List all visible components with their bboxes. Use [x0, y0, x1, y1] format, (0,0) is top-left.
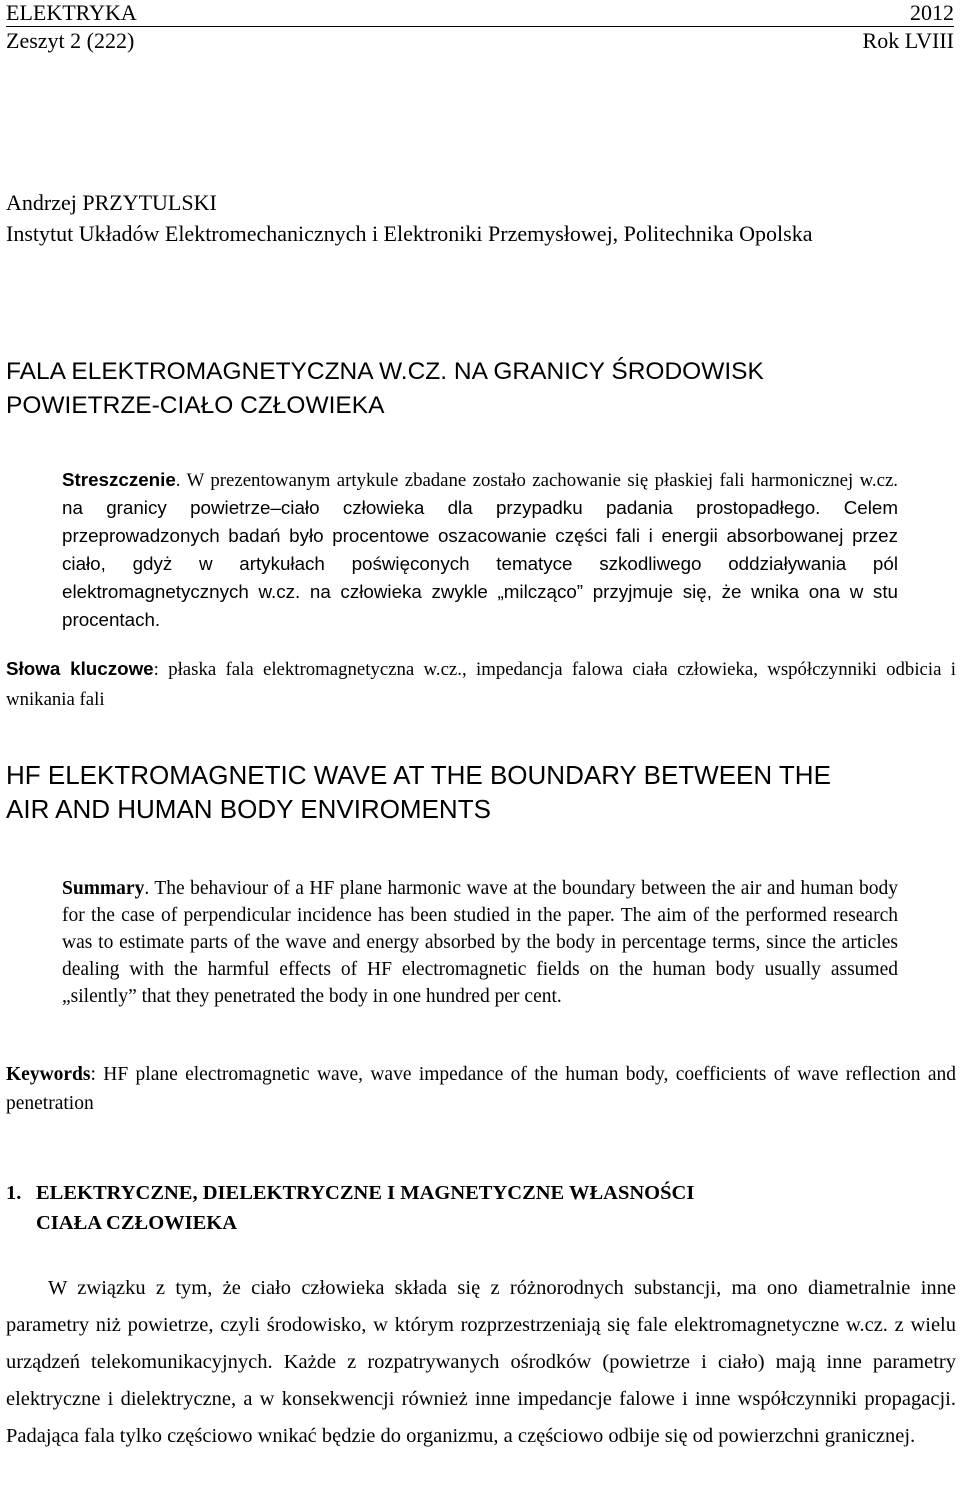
section-1-title-line2: CIAŁA CZŁOWIEKA [36, 1212, 238, 1234]
summary-en [62, 875, 898, 1010]
summary-en-text: . The behaviour of a HF plane harmonic wave at the boundary between the air and human body for the case of perpendicular incidence has been studied in the paper. The aim of the performed research was to estimate parts of the wave and energy absorbed by the body in percentage terms, since the articles dealing with the harmful effects of HF electromagnetic fields on the human body usually assumed „silently” that they penetrated the body in one hundred per cent. [62, 878, 898, 1007]
running-header [6, 0, 954, 27]
title-pl-line1: FALA ELEKTROMAGNETYCZNA W.CZ. NA GRANICY ŚRODOWISK [6, 358, 764, 385]
section-1-title-line1: ELEKTRYCZNE, DIELEKTRYCZNE I MAGNETYCZNE WŁASNOŚCI [36, 1182, 695, 1204]
journal-name: ELEKTRYKA [6, 0, 137, 25]
keywords-en-text: : HF plane electromagnetic wave, wave impedance of the human body, coefficients of wave reflection and penetration [6, 1064, 956, 1114]
volume-number: Rok LVIII [862, 28, 954, 53]
keywords-pl-text: : płaska fala elektromagnetyczna w.cz., impedancja falowa ciała człowieka, współczynniki odbicia i wnikania fali [6, 659, 956, 710]
keywords-pl-label: Słowa kluczowe [6, 658, 154, 679]
keywords-pl [6, 654, 956, 715]
title-en-line1: HF ELEKTROMAGNETIC WAVE AT THE BOUNDARY BETWEEN THE [6, 760, 831, 790]
abstract-pl-text-b: na granicy powietrze–ciało człowieka dla przypadku padania prostopadłego. Celem przeprowadzonych badań było procentowe oszacowanie części fali i energii absorbowanej przez ciało, gdyż w artykułach poświęconych tematyce szkodliwego oddziaływania pól elektromagnetycznych w.cz. na człowieka zwykle „milcząco” przyjmuje się, że wnika ona w stu procentach. [62, 497, 898, 630]
section-1-paragraph: W związku z tym, że ciało człowieka składa się z różnorodnych substancji, ma ono diametralnie inne parametry niż powietrze, czyli środowisko, w którym rozprzestrzeniają się fale elektromagnetyczne w.cz. z wielu urządzeń telekomunikacyjnych. Każde z rozpatrywanych ośrodków (powietrze i ciało) mają inne parametry elektryczne i dielektryczne, a w konsekwencji również inne impedancje falowe i inne współczynniki propagacji. Padająca fala tylko częściowo wnikać będzie do organizmu, a częściowo odbije się od powierzchni granicznej. [6, 1277, 956, 1447]
section-1-title [6, 1178, 694, 1238]
section-1-number: 1. [6, 1182, 22, 1204]
issue-number: Zeszyt 2 (222) [6, 28, 135, 53]
paper-title-pl [6, 355, 764, 423]
journal-year: 2012 [910, 0, 954, 25]
paper-title-en [6, 758, 831, 826]
title-pl-line2: POWIETRZE-CIAŁO CZŁOWIEKA [6, 392, 385, 419]
issue-header [6, 28, 954, 54]
author-affiliation: Instytut Układów Elektromechanicznych i Elektroniki Przemysłowej, Politechnika Opolska [6, 221, 813, 246]
abstract-pl-label: Streszczenie [62, 469, 176, 490]
author-name: Andrzej PRZYTULSKI [6, 190, 217, 215]
keywords-en [6, 1060, 956, 1118]
summary-en-label: Summary [62, 878, 145, 899]
abstract-pl-text-a: . W prezentowanym artykule zbadane zostało zachowanie się płaskiej fali harmonicznej w.cz. [175, 470, 898, 491]
keywords-en-label: Keywords [6, 1064, 91, 1085]
title-en-line2: AIR AND HUMAN BODY ENVIROMENTS [6, 794, 491, 824]
abstract-pl [62, 466, 898, 634]
